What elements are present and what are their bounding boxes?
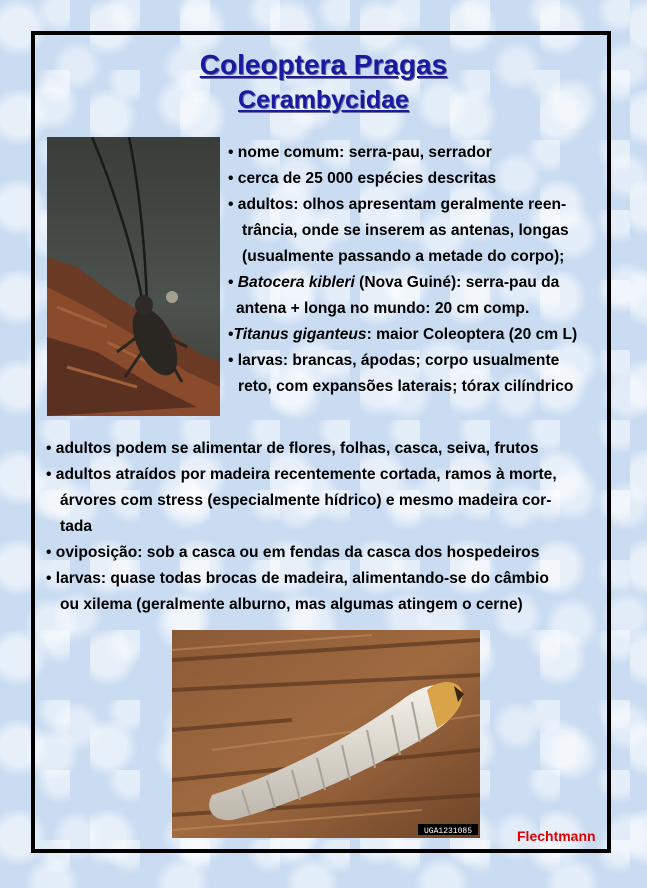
bullet-line: tada <box>60 518 93 535</box>
bullet-larvae-borers <box>46 566 557 618</box>
larva-photo <box>172 630 480 838</box>
bullet-larvae <box>228 348 577 400</box>
bullet-line: • adultos atraídos por madeira recentemente cortada, ramos à morte, <box>46 466 557 483</box>
bullet-adult-feeding <box>46 436 557 462</box>
page-title: Coleoptera Pragas <box>199 49 448 80</box>
bullet-text: (Nova Guiné): serra-pau da <box>354 274 560 291</box>
bullet-line: reto, com expansões laterais; tórax cilíndrico <box>238 378 574 395</box>
bullet-common-name <box>228 140 577 166</box>
beetle-photo <box>47 137 220 416</box>
bullet-line: (usualmente passando a metade do corpo); <box>242 248 565 265</box>
bullet-batocera <box>228 270 577 322</box>
bullet-oviposition <box>46 540 557 566</box>
species-name: Batocera kibleri <box>237 274 355 291</box>
species-name: Titanus giganteus <box>233 326 367 343</box>
bottom-bullet-list <box>46 436 557 618</box>
author-signature: Flechtmann <box>517 828 596 844</box>
bullet-line: • adultos podem se alimentar de flores, folhas, casca, seiva, frutos <box>46 440 539 457</box>
bullet-line: • oviposição: sob a casca ou em fendas da casca dos hospedeiros <box>46 544 540 561</box>
bullet-adults-eyes <box>228 192 577 270</box>
bullet-line: antena + longa no mundo: 20 cm comp. <box>236 300 530 317</box>
bullet-line: • larvas: brancas, ápodas; corpo usualmente <box>228 352 560 369</box>
bullet-adult-attraction <box>46 462 557 540</box>
bullet-prefix: • <box>228 274 238 291</box>
bullet-line: ou xilema (geralmente alburno, mas algumas atingem o cerne) <box>60 596 523 613</box>
bullet-line: • adultos: olhos apresentam geralmente reen- <box>228 196 567 213</box>
bullet-line: árvores com stress (especialmente hídrico) e mesmo madeira cor- <box>60 492 552 509</box>
bullet-line: • larvas: quase todas brocas de madeira, alimentando-se do câmbio <box>46 570 549 587</box>
top-bullet-list <box>228 140 577 400</box>
bullet-line: • nome comum: serra-pau, serrador <box>228 144 492 161</box>
bullet-titanus <box>228 322 577 348</box>
photo-watermark: UGA1231085 <box>423 827 473 836</box>
bullet-prefix: • <box>228 326 234 343</box>
bullet-species-count <box>228 166 577 192</box>
page-subtitle: Cerambycidae <box>238 86 409 114</box>
bullet-line: trância, onde se inserem as antenas, longas <box>242 222 569 239</box>
bullet-line: • cerca de 25 000 espécies descritas <box>228 170 497 187</box>
bullet-text: : maior Coleoptera (20 cm L) <box>366 326 578 343</box>
